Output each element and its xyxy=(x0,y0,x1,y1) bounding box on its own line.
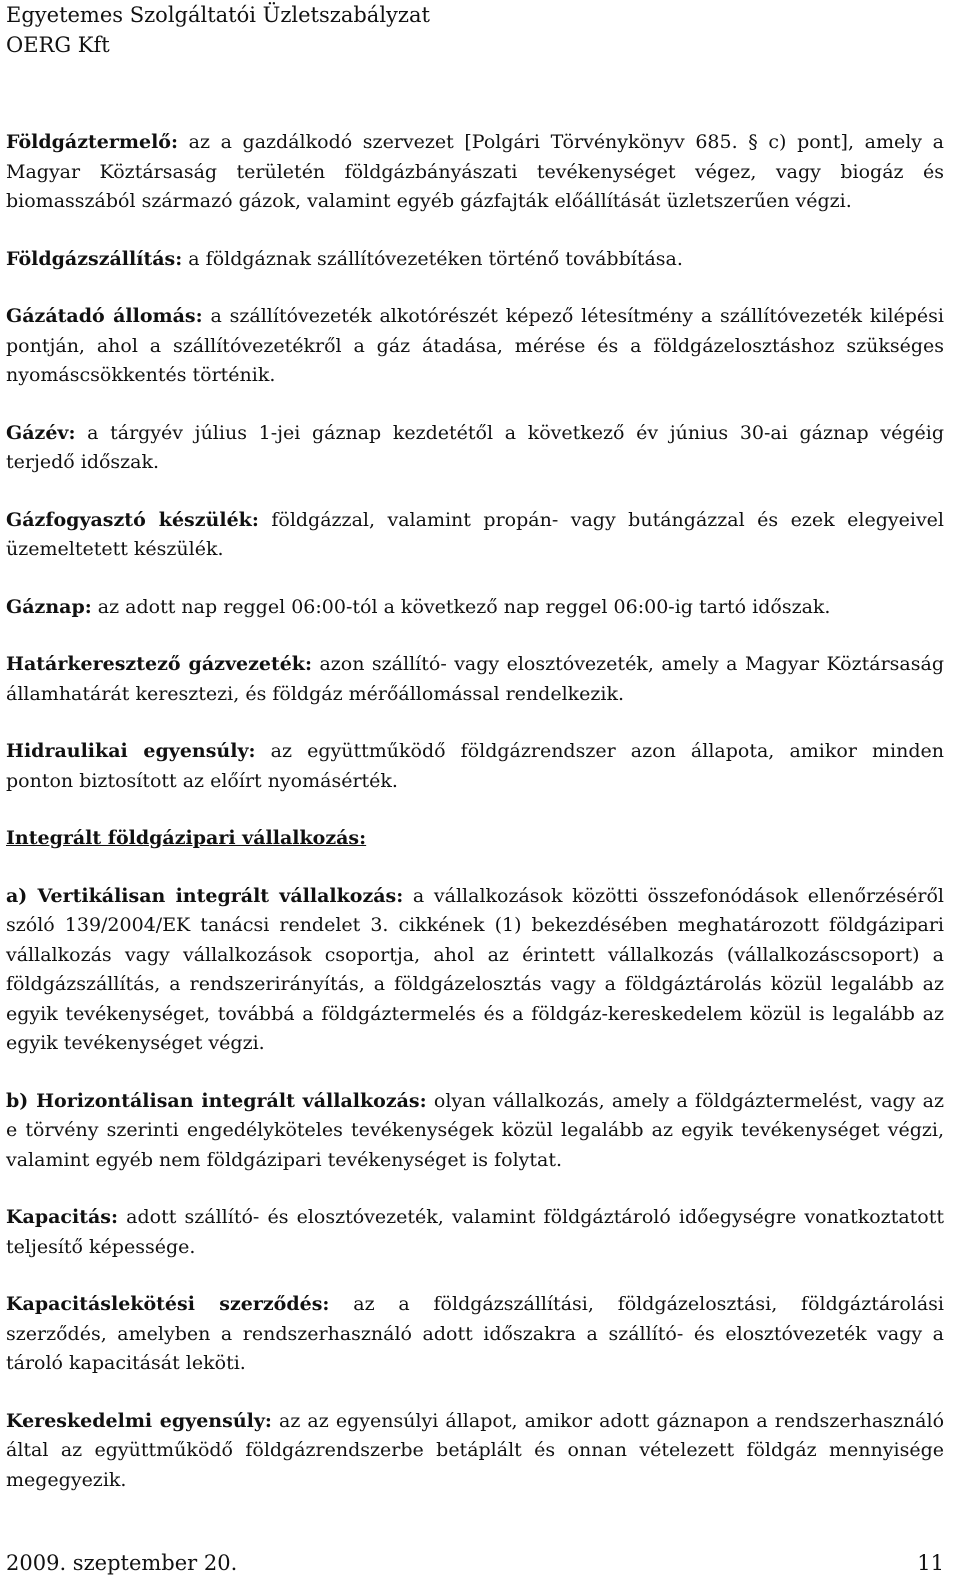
definition-gazatado-allomas xyxy=(6,302,944,391)
definition-hatarkereszto-gazvezetek xyxy=(6,650,944,709)
term: Gázév: xyxy=(6,421,76,444)
definition-text: a szállítóvezeték alkotórészét képező létesítmény a szállítóvezeték kilépési pontján, ahol a szállítóvezetékről a gáz átadása, mérése és a földgázelosztáshoz szükséges nyomáscsökkentés történik. xyxy=(6,305,945,386)
definition-text: az együttműködő földgázrendszer azon állapota, amikor minden ponton biztosított az előírt nyomásérték. xyxy=(6,740,944,792)
definition-kapacitaslekotesi-szerzodes xyxy=(6,1290,944,1379)
definition-text: a vállalkozások közötti összefonódások ellenőrzéséről szóló 139/2004/EK tanácsi rendelet 3. cikkének (1) bekezdésében meghatározott földgázipari vállalkozás vagy vállalkozások csoportja, ahol az érintett vállalkozás (vállalkozáscsoport) a földgázszállítás, a rendszerirányítás, a földgázelosztás vagy a földgáztárolás közül legalább az egyik tevékenységet, továbbá a földgáztermelés és a földgáz-kereskedelem közül is legalább az egyik tevékenységet végzi. xyxy=(6,884,944,1054)
company-name: OERG Kft xyxy=(6,33,110,57)
definition-text: adott szállító- és elosztóvezeték, valamint földgáztároló időegységre vonatkoztatott teljesítő képessége. xyxy=(6,1206,944,1258)
definition-text: az adott nap reggel 06:00-tól a következő nap reggel 06:00-ig tartó időszak. xyxy=(91,595,831,618)
term: Határkeresztező gázvezeték: xyxy=(6,653,312,675)
definition-horizontalis xyxy=(6,1087,944,1176)
definition-text: az a földgázszállítási, földgázelosztási, földgáztárolási szerződés, amelyben a rendszerhasználó adott időszakra a szállító- és elosztóvezeték vagy a tároló kapacitását leköti. xyxy=(6,1293,944,1374)
definition-kereskedelmi-egyensuly xyxy=(6,1407,944,1496)
definition-text: az az egyensúlyi állapot, amikor adott gáznapon a rendszerhasználó által az együttműködő földgázrendszerbe betáplált és onnan vételezett földgáz mennyisége megegyezik. xyxy=(6,1409,945,1491)
definition-text: a földgáznak szállítóvezetéken történő továbbítása. xyxy=(182,247,683,270)
term: b) Horizontálisan integrált vállalkozás: xyxy=(6,1089,427,1112)
definition-text: földgázzal, valamint propán- vagy butángázzal és ezek elegyeivel üzemeltetett készülék. xyxy=(6,508,945,560)
definition-foldgazszallitas xyxy=(6,245,944,275)
footer-date: 2009. szeptember 20. xyxy=(6,1551,238,1575)
definition-gazfogyaszto-keszulek xyxy=(6,506,944,565)
term: Földgáztermelő: xyxy=(6,131,178,153)
document-body xyxy=(6,128,944,1523)
definition-foldgaztermelo xyxy=(6,128,944,217)
section-heading: Integrált földgázipari vállalkozás: xyxy=(6,827,367,849)
term: a) Vertikálisan integrált vállalkozás: xyxy=(6,884,404,907)
integrated-heading xyxy=(6,824,944,854)
page-header xyxy=(6,0,430,60)
definition-text: olyan vállalkozás, amely a földgáztermelést, vagy az e törvény szerinti engedélyköteles tevékenységek közül legalább az egyik tevékenységet végzi, valamint egyéb nem földgázipari tevékenységet is folytat. xyxy=(6,1089,944,1171)
page-number: 11 xyxy=(917,1551,944,1575)
term: Kereskedelmi egyensúly: xyxy=(6,1409,272,1432)
definition-kapacitas xyxy=(6,1203,944,1262)
definition-text: az a gazdálkodó szervezet [Polgári Törvénykönyv 685. § c) pont], amely a Magyar Köztársaság területén földgázbányászati tevékenységet végez, vagy biogáz és biomasszából származó gázok, valamint egyéb gázfajták előállítását üzletszerűen végzi. xyxy=(6,131,944,212)
term: Gázfogyasztó készülék: xyxy=(6,508,259,531)
definition-hidraulikai-egyensuly xyxy=(6,737,944,796)
term: Földgázszállítás: xyxy=(6,247,183,270)
term: Kapacitás: xyxy=(6,1206,119,1228)
definition-text: azon szállító- vagy elosztóvezeték, amely a Magyar Köztársaság államhatárát keresztezi, és földgáz mérőállomással rendelkezik. xyxy=(6,653,944,705)
definition-text: a tárgyév július 1-jei gáznap kezdetétől a következő év június 30-ai gáznap végéig terjedő időszak. xyxy=(6,421,944,473)
definition-vertikalis xyxy=(6,882,944,1059)
document-title: Egyetemes Szolgáltatói Üzletszabályzat xyxy=(6,3,430,27)
definition-gazev xyxy=(6,419,944,478)
term: Gáznap: xyxy=(6,595,92,618)
term: Hidraulikai egyensúly: xyxy=(6,740,256,762)
term: Kapacitáslekötési szerződés: xyxy=(6,1293,330,1315)
definition-gaznap xyxy=(6,593,944,623)
term: Gázátadó állomás: xyxy=(6,305,203,327)
